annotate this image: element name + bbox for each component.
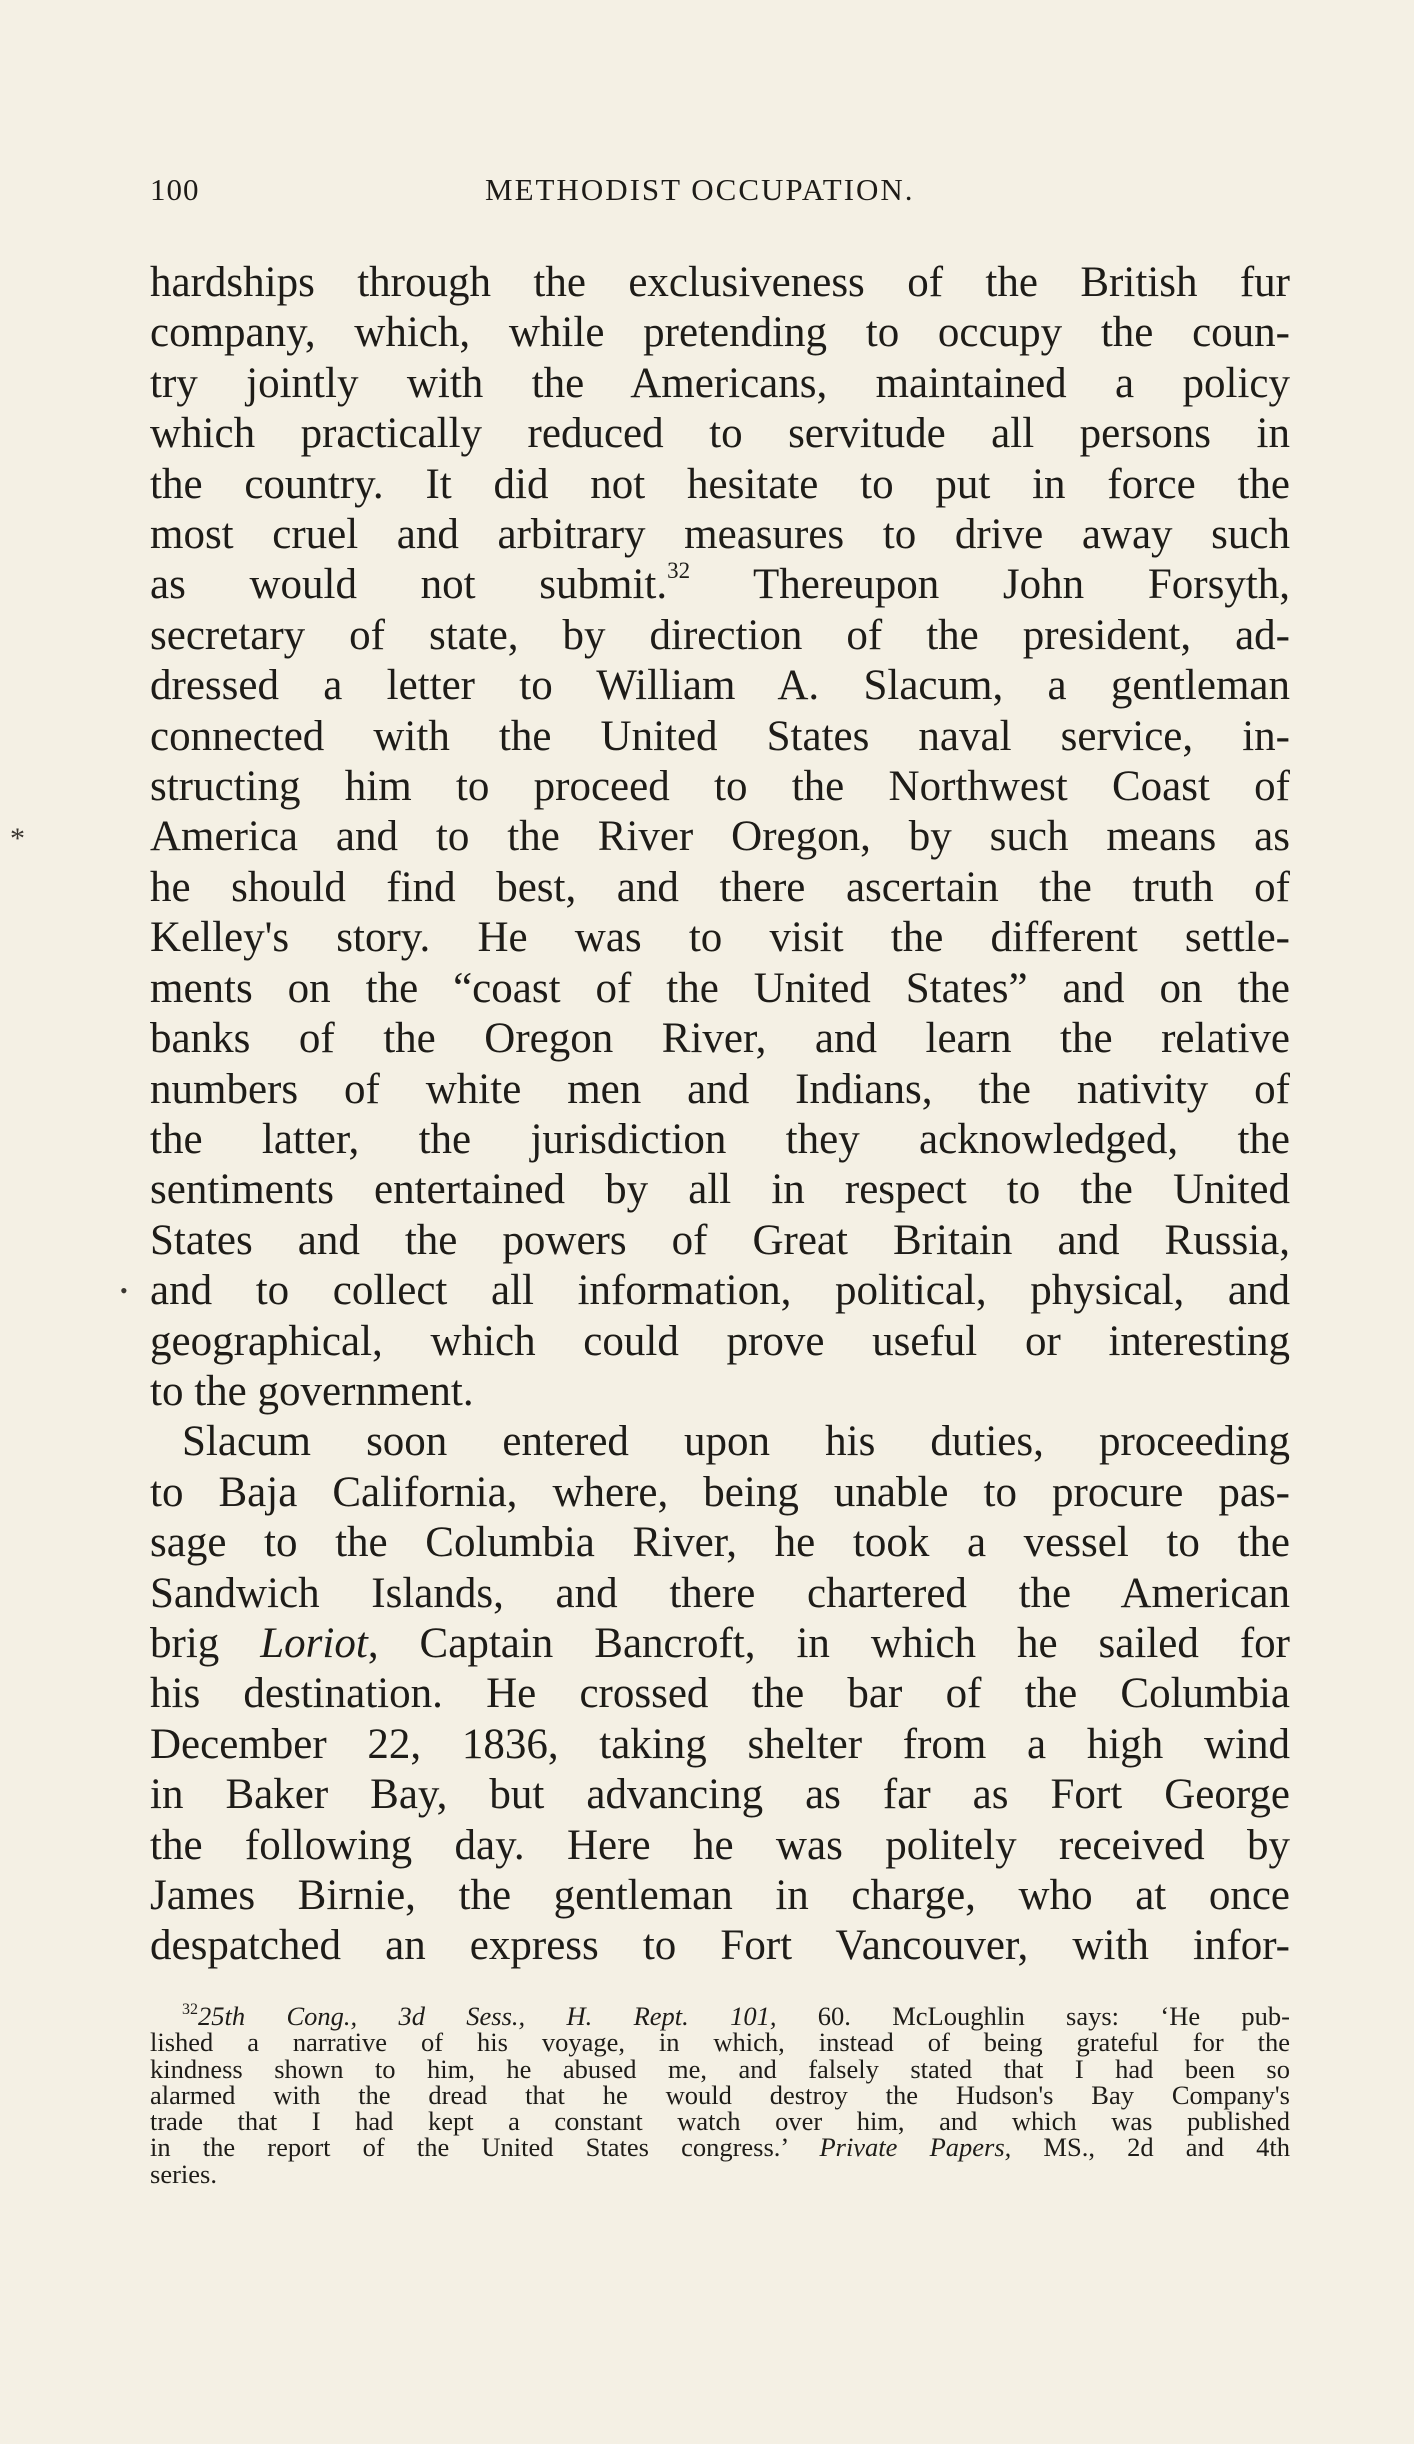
text-line: the latter, the jurisdiction they acknowledged, the: [150, 1115, 1290, 1163]
text-line: hardships through the exclusiveness of the British fur: [150, 259, 1290, 306]
text-line: Kelley's story. He was to visit the different settle-: [150, 914, 1290, 962]
text-line: in Baker Bay, but advancing as far as Fort George: [150, 1771, 1290, 1819]
text-segment: , Captain Bancroft, in which he sailed for: [367, 1619, 1290, 1667]
text-line: which practically reduced to servitude all persons in: [150, 410, 1290, 458]
text-line: ments on the “coast of the United States” and on the: [150, 964, 1290, 1012]
text-line: December 22, 1836, taking shelter from a high wind: [150, 1720, 1290, 1768]
text-line: and to collect all information, political, physical, and: [150, 1267, 1290, 1315]
text-line: dressed a letter to William A. Slacum, a gentleman: [150, 662, 1290, 710]
text-line: James Birnie, the gentleman in charge, who at once: [150, 1872, 1290, 1919]
footnote-line: lished a narrative of his voyage, in which, instead of being grateful for the: [150, 2027, 1290, 2058]
text-segment: in the report of the United States congress.’: [150, 2132, 820, 2163]
citation: 25th Cong., 3d Sess., H. Rept. 101,: [198, 2001, 777, 2031]
text-segment: 60. McLoughlin says: ‘He pub-: [776, 2001, 1290, 2031]
text-segment: brig: [150, 1619, 261, 1667]
margin-dot: •: [120, 1278, 128, 1303]
text-line: he should find best, and there ascertain the truth of: [150, 863, 1290, 911]
ship-name: Loriot: [260, 1619, 368, 1667]
footnote-line: series.: [150, 2158, 217, 2189]
running-title: METHODIST OCCUPATION.: [485, 172, 915, 207]
text-segment: as would not submit.: [150, 561, 668, 609]
page-number: 100: [150, 172, 200, 207]
footnote-line: trade that I had kept a constant watch over him, and which was published: [150, 2106, 1290, 2137]
text-line: structing him to proceed to the Northwest Coast of: [150, 763, 1290, 811]
footnote-number: 32: [182, 2001, 198, 2018]
text-line: numbers of white men and Indians, the nativity of: [150, 1065, 1290, 1113]
text-segment: MS., 2d and 4th: [1011, 2132, 1290, 2163]
text-line: to Baja California, where, being unable to procure pas-: [150, 1468, 1290, 1516]
footnote-line: alarmed with the dread that he would destroy the Hudson's Bay Company's: [150, 2079, 1290, 2110]
footnote: [150, 2003, 1290, 2187]
body-text: [150, 258, 1290, 1972]
footnote-line: [150, 2132, 1290, 2163]
text-line: try jointly with the Americans, maintained a policy: [150, 359, 1290, 407]
text-line: company, which, while pretending to occupy the coun-: [150, 309, 1290, 357]
text-line: America and to the River Oregon, by such means as: [150, 813, 1290, 861]
text-line: Sandwich Islands, and there chartered the American: [150, 1569, 1290, 1617]
text-line: sentiments entertained by all in respect to the United: [150, 1166, 1290, 1214]
footnote-ref[interactable]: 32: [667, 558, 691, 584]
citation: Private Papers,: [819, 2132, 1012, 2163]
text-line: [150, 1619, 1290, 1669]
footnote-line: [150, 2003, 1290, 2029]
text-line: despatched an express to Fort Vancouver, with infor-: [150, 1922, 1290, 1970]
text-line: the following day. Here he was politely received by: [150, 1821, 1290, 1869]
text-line: Slacum soon entered upon his duties, proceeding: [182, 1418, 1290, 1466]
text-line: most cruel and arbitrary measures to drive away such: [150, 511, 1290, 559]
text-line: to the government.: [150, 1367, 474, 1415]
text-segment: Thereupon John Forsyth,: [690, 561, 1290, 609]
text-line: geographical, which could prove useful or interesting: [150, 1317, 1290, 1365]
text-line: the country. It did not hesitate to put in force the: [150, 460, 1290, 508]
footnote-line: kindness shown to him, he abused me, and falsely stated that I had been so: [150, 2053, 1290, 2084]
text-line: [150, 560, 1290, 610]
text-line: secretary of state, by direction of the president, ad-: [150, 611, 1290, 659]
text-line: banks of the Oregon River, and learn the relative: [150, 1015, 1290, 1063]
text-line: his destination. He crossed the bar of the Columbia: [150, 1670, 1290, 1718]
text-line: sage to the Columbia River, he took a vessel to the: [150, 1519, 1290, 1567]
text-line: States and the powers of Great Britain and Russia,: [150, 1216, 1290, 1264]
margin-mark: *: [10, 822, 25, 855]
text-line: connected with the United States naval service, in-: [150, 712, 1290, 760]
